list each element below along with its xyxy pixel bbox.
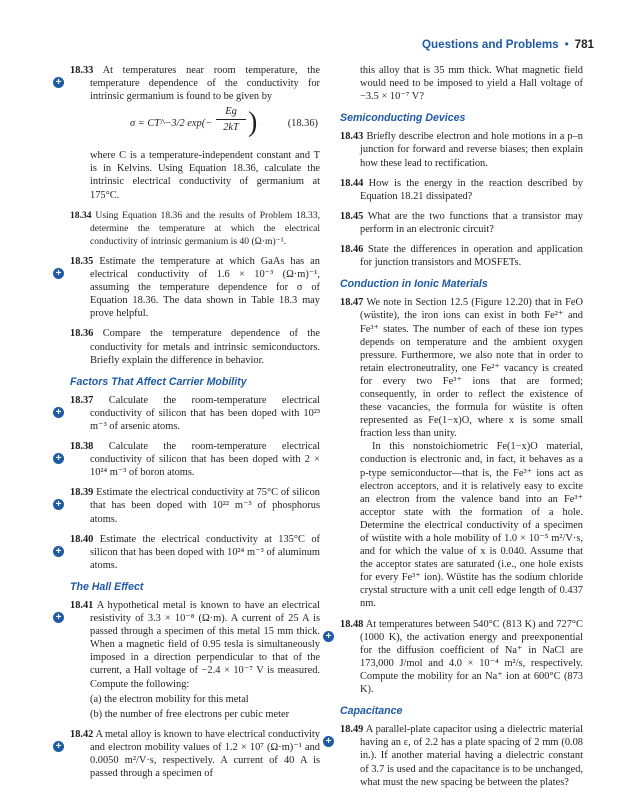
problem-number: 18.44 xyxy=(340,177,364,189)
problem-number: 18.35 xyxy=(70,255,94,267)
problem-text: Estimate the electrical conductivity at 135°C of silicon that has been doped with 10²⁴ m⁻³ of aluminum atoms. xyxy=(90,533,320,571)
problem-number: 18.43 xyxy=(340,131,364,143)
section-heading-capacitance: Capacitance xyxy=(340,705,403,718)
page-number: 781 xyxy=(574,38,594,51)
problem-text: We note in Section 12.5 (Figure 12.20) that in FeO (wüstite), the iron ions can exist in both Fe²⁺ and Fe³⁺ states. The number of each of these ion types depends on temperature and the ambient oxygen pressure. Furthermore, we also note that in order to retain electroneutrality, one Fe²⁺ vacancy is created for every two Fe³⁺ ions that are formed; consequently, in order to reflect the existence of these vacancies, the formula for wüstite is often represented as Fe(1−x)O, where x is some small fraction less than unity. xyxy=(360,297,583,440)
problem-18-44 xyxy=(340,177,583,203)
header-title: Questions and Problems xyxy=(422,38,559,51)
problem-18-42 xyxy=(55,728,320,780)
problem-number: 18.37 xyxy=(70,394,94,406)
problem-18-40 xyxy=(55,533,320,572)
problem-18-33 xyxy=(55,64,320,202)
problem-18-42-continued xyxy=(340,64,583,103)
fraction-bar xyxy=(216,119,246,120)
problem-text-paragraph-2: In this nonstoichiometric Fe(1−x)O material, conduction is electronic and, in fact, it behaves as a p-type semiconductor—that is, the Fe³⁺ ions act as electron acceptors, and it is relatively easy to excite an electron from the valence band into an Fe³⁺ acceptor state with the formation of a hole. Determine the electrical conductivity of a specimen of wüstite with a hole mobility of 1.0 × 10⁻⁵ m²/V·s, and for which the value of x is 0.040. Assume that the acceptor states are saturated (i.e., one hole exists for every Fe³⁺ ion). Wüstite has the sodium chloride crystal structure with a unit cell edge length of 0.437 nm. xyxy=(360,441,583,610)
plus-circle-icon: + xyxy=(53,741,64,752)
equation-fraction xyxy=(216,105,246,134)
plus-circle-icon: + xyxy=(53,546,64,557)
problem-number: 18.39 xyxy=(70,487,94,499)
problem-number: 18.48 xyxy=(340,618,364,630)
problem-18-41 xyxy=(55,599,321,721)
header-separator: • xyxy=(564,38,569,51)
problem-text: Briefly describe electron and hole motions in a p–n junction for forward and reverse biases; then explain how these lead to rectification. xyxy=(360,131,583,169)
problem-18-34 xyxy=(70,209,320,248)
problem-text: this alloy that is 35 mm thick. What magnetic field would need to be imposed to yield a Hall voltage of −3.5 × 10⁻⁷ V? xyxy=(360,65,583,103)
plus-circle-icon: + xyxy=(53,268,64,279)
equation-tag: (18.36) xyxy=(287,118,318,130)
subpart-a: (a) the electron mobility for this metal xyxy=(90,693,249,705)
running-header xyxy=(422,38,594,51)
problem-text: A hypothetical metal is known to have an electrical resistivity of 3.3 × 10⁻⁸ (Ω·m). A current of 25 A is passed through a specimen of this metal 15 mm thick. When a magnetic field of 0.95 tesla is simultaneously imposed in a direction perpendicular to that of the current, a Hall voltage of −2.4 × 10⁻⁷ V is measured. Compute the following: xyxy=(90,600,321,690)
problem-number: 18.36 xyxy=(70,328,94,340)
problem-18-47 xyxy=(340,296,583,610)
equation-close-paren: ) xyxy=(248,107,258,139)
problem-number: 18.42 xyxy=(70,728,94,740)
plus-circle-icon: + xyxy=(323,736,334,747)
problem-18-49 xyxy=(325,723,583,788)
problem-text: What are the two functions that a transistor may perform in an electronic circuit? xyxy=(360,210,583,235)
problem-number: 18.38 xyxy=(70,441,94,453)
problem-18-45 xyxy=(340,210,583,236)
problem-18-36 xyxy=(70,327,320,366)
problem-18-48 xyxy=(325,618,583,697)
problem-number: 18.46 xyxy=(340,244,364,256)
plus-circle-icon: + xyxy=(53,77,64,88)
equation-numerator: Eg xyxy=(225,106,237,118)
problem-18-43 xyxy=(340,130,583,169)
problem-text: A metal alloy is known to have electrical conductivity and electron mobility values of 1.2 × 10⁷ (Ω·m)⁻¹ and 0.0050 m²/V·s, respectively. A current of 40 A is passed through a specimen of xyxy=(90,728,320,780)
plus-circle-icon: + xyxy=(53,407,64,418)
problem-text: Compare the temperature dependence of the conductivity for metals and intrinsic semiconductors. Briefly explain the difference in behavior. xyxy=(90,328,320,366)
equation-18-36 xyxy=(70,105,320,145)
section-heading-ionic-conduction: Conduction in Ionic Materials xyxy=(340,278,488,291)
problem-text: Calculate the room-temperature electrical conductivity of silicon that has been doped with 2 × 10²⁴ m⁻³ of boron atoms. xyxy=(90,441,320,479)
problem-18-37 xyxy=(55,394,320,433)
problem-text: Using Equation 18.36 and the results of Problem 18.33, determine the temperature at which the electrical conductivity of intrinsic germanium is 40 (Ω·m)⁻¹. xyxy=(90,209,320,247)
problem-number: 18.34 xyxy=(70,209,92,221)
problem-text: At temperatures near room temperature, the temperature dependence of the conductivity for intrinsic germanium is found to be given by xyxy=(90,65,320,103)
problem-number: 18.40 xyxy=(70,533,94,545)
problem-text: At temperatures between 540°C (813 K) and 727°C (1000 K), the activation energy and preexponential for the diffusion coefficient of Na⁺ in NaCl are 173,000 J/mol and 4.0 × 10⁻⁴ m²/s, respectively. Compute the mobility for an Na⁺ ion at 600°C (873 K). xyxy=(360,618,583,696)
problem-number: 18.45 xyxy=(340,210,364,222)
left-column xyxy=(55,64,321,787)
plus-circle-icon: + xyxy=(53,612,64,623)
plus-circle-icon: + xyxy=(323,631,334,642)
problem-18-35 xyxy=(55,255,320,320)
problem-text: State the differences in operation and application for junction transistors and MOSFETs. xyxy=(360,244,583,269)
problem-text: Estimate the electrical conductivity at 75°C of silicon that has been doped with 10²² m⁻³ of phosphorus atoms. xyxy=(90,487,320,525)
problem-number: 18.33 xyxy=(70,65,94,76)
problem-text: Estimate the temperature at which GaAs has an electrical conductivity of 1.6 × 10⁻³ (Ω·m)⁻¹, assuming the temperature dependence for σ of Equation 18.36. The data shown in Table 18.3 may prove helpful. xyxy=(90,255,320,320)
problem-18-46 xyxy=(340,243,583,269)
problem-text: A parallel-plate capacitor using a dielectric material having an ε, of 2.2 has a plate spacing of 2 mm (0.08 in.). If another material having a dielectric constant of 3.7 is used and the capacitance is to be unchanged, what must the new spacing be between the plates? xyxy=(360,724,583,788)
section-heading-carrier-mobility: Factors That Affect Carrier Mobility xyxy=(70,375,247,388)
problem-18-39 xyxy=(55,486,320,525)
plus-circle-icon: + xyxy=(53,453,64,464)
problem-number: 18.49 xyxy=(340,724,364,736)
problem-18-38 xyxy=(55,440,320,479)
problem-text: Calculate the room-temperature electrical conductivity of silicon that has been doped with 10²³ m⁻³ of arsenic atoms. xyxy=(90,394,320,432)
section-heading-hall-effect: The Hall Effect xyxy=(70,580,144,593)
problem-number: 18.41 xyxy=(70,600,94,611)
problem-text-continued: where C is a temperature-independent constant and T is in Kelvins. Using Equation 18.36, calculate the intrinsic electrical conductivity of germanium at 175°C. xyxy=(90,150,320,201)
right-column xyxy=(325,64,583,796)
problem-number: 18.47 xyxy=(340,297,364,309)
problem-text: How is the energy in the reaction described by Equation 18.21 dissipated? xyxy=(360,177,583,202)
equation-lhs: σ = CT^−3/2 exp(− xyxy=(130,118,213,130)
plus-circle-icon: + xyxy=(53,499,64,510)
equation-denominator: 2kT xyxy=(223,122,239,134)
subpart-b: (b) the number of free electrons per cubic meter xyxy=(90,708,290,720)
section-heading-semiconducting-devices: Semiconducting Devices xyxy=(340,112,466,125)
